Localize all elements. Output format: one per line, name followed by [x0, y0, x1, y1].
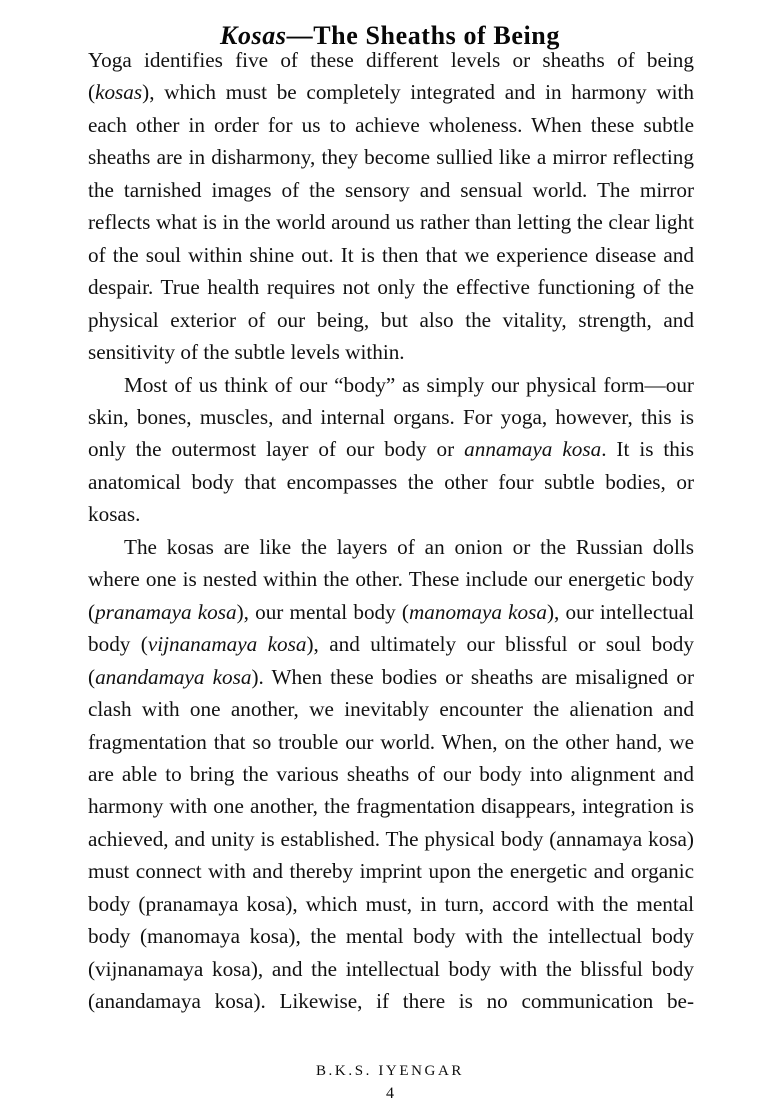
- footer-page-number: 4: [386, 1085, 394, 1102]
- text-run: ), and ultimately our blissful or soul body (: [88, 632, 694, 689]
- italic-term: manomaya kosa: [408, 599, 547, 624]
- paragraph-3: [88, 531, 694, 1050]
- italic-term: vijnanamaya kosa: [147, 632, 307, 657]
- italic-term: annamaya kosa: [464, 437, 602, 462]
- paragraph-1: [88, 44, 694, 369]
- italic-term: anandamaya kosa: [95, 664, 252, 689]
- italic-term: kosas: [95, 80, 143, 105]
- text-run: The kosas are like the layers of an onion or the Russian dolls where one is nested within the other. These include our energetic body (: [88, 534, 694, 624]
- text-run: ). When these bodies or sheaths are misaligned or clash with one another, we inevitably encounter the alienation and fragmentation that so trouble our world. When, on the other hand, we are able to bring the various sheaths of our body into alignment and harmony with one another, the fragmentation disappears, integration is achieved, and unity is established. The physical body (annamaya kosa) must connect with and thereby imprint upon the energetic and organic body (pranamaya kosa), which must, in turn, accord with the mental body (manomaya kosa), the mental body with the intellectual body (vijnanamaya kosa), and the intellectual body with the blissful body (anandamaya kosa). Likewise, if there is no communication be-: [88, 664, 694, 1014]
- text-run: . It is this anatomical body that encompasses the other four subtle bodies, or kosas.: [88, 437, 695, 527]
- paragraph-2: [88, 369, 694, 531]
- chapter-title-dash: —: [286, 21, 314, 51]
- text-run: Yoga identifies five of these different levels or sheaths of being (: [88, 48, 694, 105]
- text-run: ), our intellectual body (: [88, 599, 695, 657]
- text-run: ), our mental body (: [236, 599, 409, 624]
- chapter-title-remainder: The Sheaths of Being: [313, 21, 560, 51]
- italic-term: pranamaya kosa: [95, 599, 237, 624]
- footer-author: B.K.S. IYENGAR: [315, 1063, 465, 1079]
- chapter-title-italic-term: Kosas: [220, 21, 287, 51]
- text-run: ), which must be completely integrated and in harmony with each other in order for us to achieve wholeness. When these subtle sheaths are in disharmony, they become sullied like a mirror reflecting the tarnished images of the sensory and sensual world. The mirror reflects what is in the world around us rather than letting the clear light of the soul within shine out. It is then that we experience disease and despair. True health requires not only the effective functioning of the physical exterior of our being, but also the vitality, strength, and sensitivity of the subtle levels within.: [88, 80, 694, 365]
- body-text-column: [88, 44, 694, 1050]
- text-run: Most of us think of our “body” as simply our physical form—our skin, bones, muscles, and internal organs. For yoga, however, this is only the outermost layer of our body or: [88, 372, 694, 462]
